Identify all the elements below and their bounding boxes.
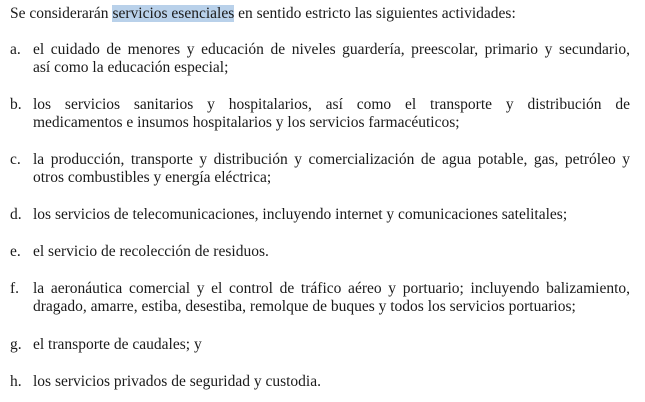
list-item-line: el transporte de caudales; y [33,336,202,353]
list-item-line: el servicio de recolección de residuos. [33,243,269,260]
list-item-text [33,151,630,187]
list-item-line: los servicios de telecomunicaciones, incluyendo internet y comunicaciones satelitales; [33,206,568,223]
list-marker: f. [10,280,20,297]
list-marker: d. [10,206,22,223]
list-item-f [10,280,630,316]
list-item-line: los servicios sanitarios y hospitalarios, así como el transporte y distribución de [33,96,630,113]
list-item-line: medicamentos e insumos hospitalarios y los servicios farmacéuticos; [33,114,460,131]
list-item-d [10,206,630,224]
list-item-e [10,243,630,261]
list-item-text [33,243,630,261]
list-marker: g. [10,336,22,353]
highlighted-word-servicios[interactable]: servicios [112,5,168,22]
intro-text-after: en sentido estricto las siguientes actividades: [234,5,516,22]
list-item-text [33,41,630,77]
list-marker: c. [10,151,21,168]
list-marker: e. [10,243,21,260]
highlighted-word-esenciales[interactable]: esenciales [171,5,235,22]
intro-text-before: Se considerarán [10,5,113,22]
list-item-c [10,151,630,187]
list-item-line: dragado, amarre, estiba, desestiba, remolque de buques y todos los servicios portuarios; [33,298,576,315]
list-item-line: los servicios privados de seguridad y custodia. [33,373,321,390]
list-item-text [33,336,630,354]
list-item-line: así como la educación especial; [33,59,229,76]
list-item-line: otros combustibles y energía eléctrica; [33,169,272,186]
list-item-text [33,206,630,224]
list-item-a [10,41,630,77]
list-marker: b. [10,96,22,113]
intro-paragraph [10,5,640,23]
list-item-text [33,373,630,391]
list-marker: h. [10,373,22,390]
list-item-line: el cuidado de menores y educación de niveles guardería, preescolar, primario y secundario, [33,41,630,58]
list-item-g [10,336,630,354]
list-item-h [10,373,630,391]
list-item-text [33,96,630,132]
list-item-b [10,96,630,132]
list-item-line: la aeronáutica comercial y el control de tráfico aéreo y portuario; incluyendo balizamiento, [33,280,630,297]
list-item-text [33,280,630,316]
list-item-line: la producción, transporte y distribución y comercialización de agua potable, gas, petróleo y [33,151,630,168]
list-marker: a. [10,41,21,58]
